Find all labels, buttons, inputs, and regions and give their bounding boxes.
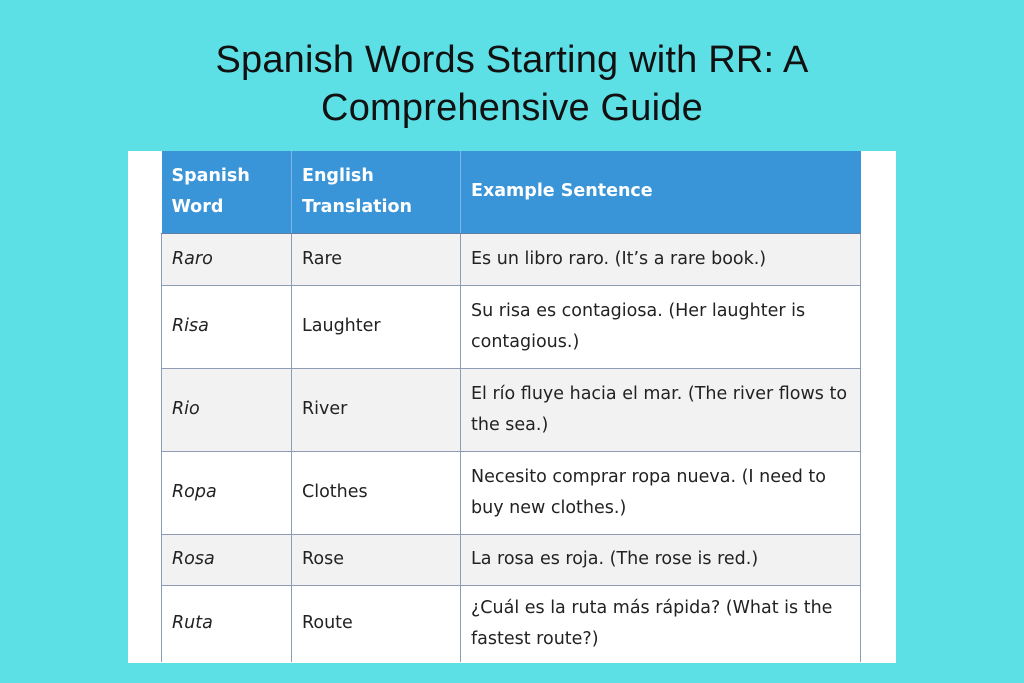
table-row [162,585,861,662]
example-line1: ¿Cuál es la ruta más rápida? (What is the [471,597,833,618]
spanish-word-cell: Ropa [162,451,292,534]
spanish-word-cell: Raro [162,233,292,285]
header-spanish-word-line2: Word [171,196,224,217]
translation-cell: River [292,368,461,451]
table-header-row [162,151,861,233]
example-cell: La rosa es roja. (The rose is red.) [461,534,861,585]
translation-cell: Rare [292,233,461,285]
header-english-translation-line2: Translation [302,196,412,217]
example-cell: Es un libro raro. (It’s a rare book.) [461,233,861,285]
header-english-translation-line1: English [302,165,374,186]
vocabulary-table [161,151,861,662]
table-panel [128,151,896,663]
example-cell [461,451,861,534]
example-cell [461,585,861,662]
example-line2: contagious.) [471,331,580,352]
table-row [162,368,861,451]
header-example-sentence: Example Sentence [461,151,861,233]
example-line1: Su risa es contagiosa. (Her laughter is [471,300,806,321]
translation-cell: Rose [292,534,461,585]
example-line2: fastest route?) [471,628,599,649]
example-line2: buy new clothes.) [471,497,627,518]
example-line2: the sea.) [471,414,549,435]
page-title-line1: Spanish Words Starting with RR: A [215,39,809,81]
header-spanish-word [162,151,292,233]
spanish-word-cell: Risa [162,285,292,368]
example-line1: El río fluye hacia el mar. (The river flows to [471,383,848,404]
page-title [0,36,1024,132]
page-title-line2: Comprehensive Guide [321,87,703,129]
translation-cell: Clothes [292,451,461,534]
translation-cell: Laughter [292,285,461,368]
example-cell [461,285,861,368]
spanish-word-cell: Rosa [162,534,292,585]
spanish-word-cell: Ruta [162,585,292,662]
example-cell [461,368,861,451]
example-line1: Necesito comprar ropa nueva. (I need to [471,466,826,487]
header-spanish-word-line1: Spanish [171,165,250,186]
table-row [162,451,861,534]
table-row [162,233,861,285]
table-row [162,534,861,585]
header-english-translation [292,151,461,233]
table-row [162,285,861,368]
translation-cell: Route [292,585,461,662]
spanish-word-cell: Rio [162,368,292,451]
